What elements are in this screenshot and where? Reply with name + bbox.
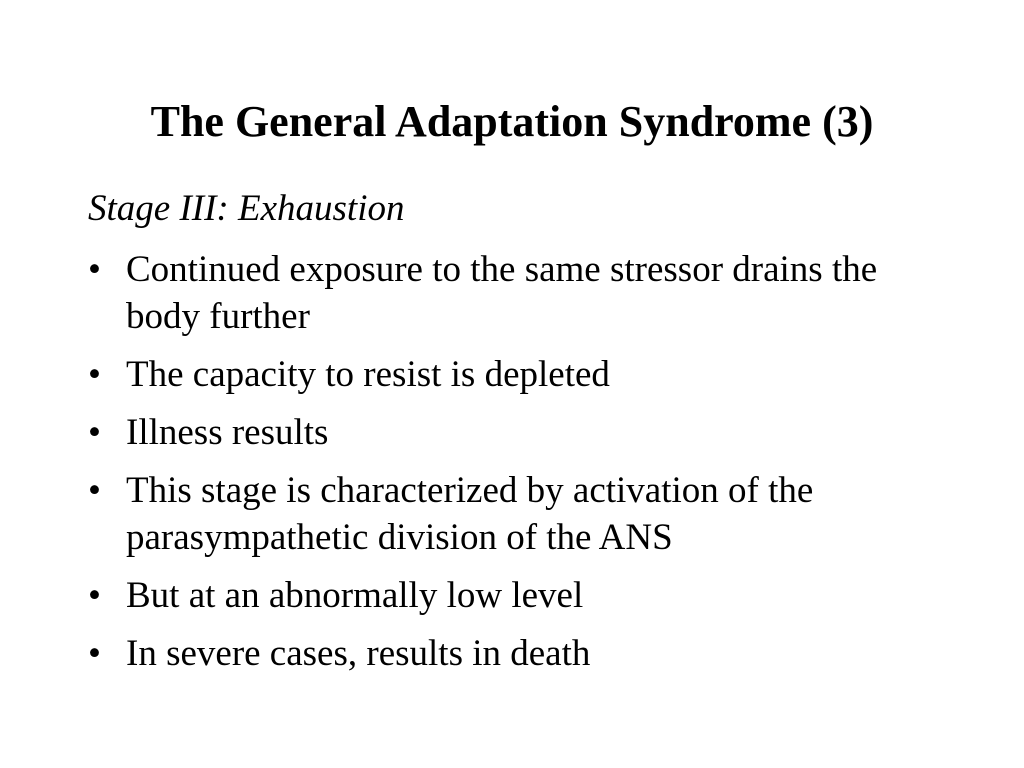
bullet-text: The capacity to resist is depleted [126, 354, 610, 395]
bullet-item [88, 630, 948, 677]
bullet-item [88, 572, 948, 619]
bullet-text: Continued exposure to the same stressor drains the body further [126, 249, 878, 337]
bullet-icon: • [88, 633, 101, 674]
bullet-icon: • [88, 354, 101, 395]
bullet-item [88, 409, 948, 456]
bullet-icon: • [88, 249, 101, 290]
bullet-text: But at an abnormally low level [126, 575, 584, 616]
bullet-item [88, 351, 948, 398]
bullet-text: This stage is characterized by activation of the parasympathetic division of the ANS [126, 470, 814, 558]
slide-title: The General Adaptation Syndrome (3) [150, 97, 874, 146]
bullet-item [88, 246, 948, 340]
bullet-text: Illness results [126, 412, 329, 453]
bullet-text: In severe cases, results in death [126, 633, 591, 674]
bullet-icon: • [88, 575, 101, 616]
bullet-icon: • [88, 470, 101, 511]
bullet-icon: • [88, 412, 101, 453]
bullet-item [88, 467, 948, 561]
bullet-list [88, 246, 948, 688]
stage-subtitle: Stage III: Exhaustion [88, 188, 405, 229]
